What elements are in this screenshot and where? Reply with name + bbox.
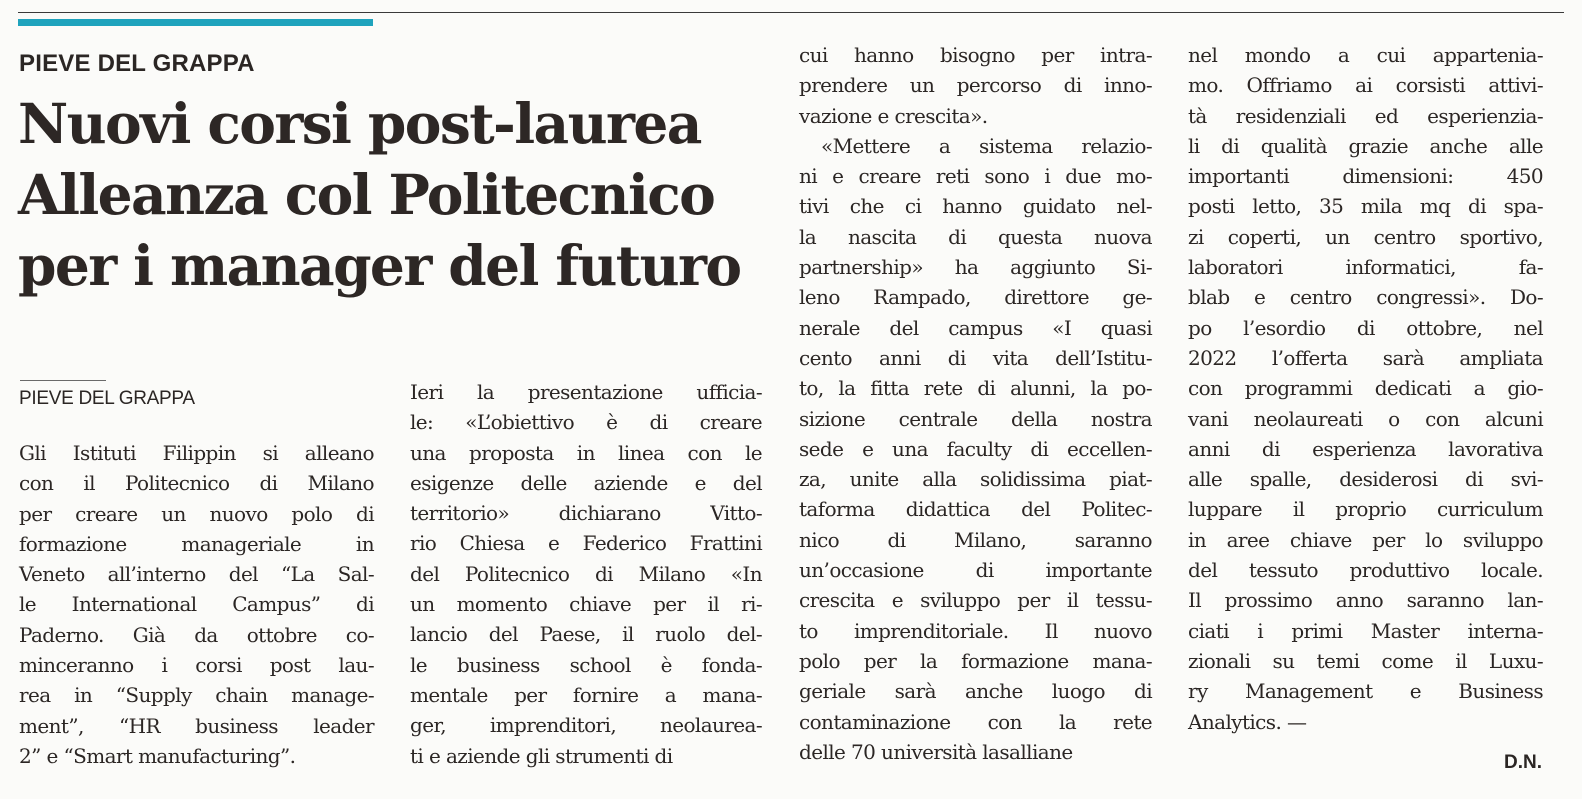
text-line: importanti dimensioni: 450 — [1188, 164, 1543, 189]
text-line: luppare il proprio curriculum — [1188, 497, 1543, 522]
text-line: contaminazione con la rete — [799, 709, 1152, 734]
text-line: Gli Istituti Filippin si alleano — [19, 441, 374, 465]
text-line: za, unite alla solidissima piat- — [799, 467, 1152, 492]
text-line: Paderno. Già da ottobre co- — [19, 622, 374, 647]
text-line: nico di Milano, saranno — [799, 527, 1152, 552]
text-line: li di qualità grazie anche alle — [1188, 133, 1543, 158]
text-line: minceranno i corsi post lau- — [19, 653, 374, 678]
article-column-2 — [410, 377, 762, 771]
text-line: prendere un percorso di inno- — [799, 73, 1152, 98]
text-line: del Politecnico di Milano «In — [410, 561, 762, 586]
text-line: in aree chiave per lo sviluppo — [1188, 527, 1543, 552]
text-line: anni di esperienza lavorativa — [1188, 436, 1543, 461]
text-line: formazione manageriale in — [19, 531, 374, 556]
text-line: ti e aziende gli strumenti di — [410, 743, 673, 768]
text-line: ciati i primi Master interna- — [1188, 618, 1543, 643]
text-line: leno Rampado, direttore ge- — [799, 285, 1152, 310]
byline: D.N. — [1504, 752, 1542, 773]
article-column-1 — [19, 438, 374, 771]
text-line: vazione e crescita». — [799, 103, 988, 128]
text-line: alle spalle, desiderosi di svi- — [1188, 467, 1543, 492]
text-line: taforma didattica del Politec- — [799, 497, 1152, 522]
text-line: Ieri la presentazione ufficia- — [410, 380, 762, 404]
text-line: tà residenziali ed esperienzia- — [1188, 103, 1543, 128]
text-line: posti letto, 35 mila mq di spa- — [1188, 194, 1543, 219]
text-line: nel mondo a cui appartenia- — [1188, 43, 1543, 67]
headline-line: Nuovi corsi post-laurea — [18, 91, 701, 156]
text-line: polo per la formazione mana- — [799, 648, 1152, 673]
text-line: «Mettere a sistema relazio- — [821, 133, 1152, 158]
text-line: le: «L’obiettivo è di creare — [410, 410, 762, 435]
article-column-3 — [799, 40, 1152, 767]
text-line: del tessuto produttivo locale. — [1188, 558, 1543, 583]
accent-bar — [18, 19, 373, 26]
text-line: con programmi dedicati a gio- — [1188, 376, 1543, 401]
text-line: delle 70 università lasalliane — [799, 739, 1073, 764]
text-line: ni e creare reti sono i due mo- — [799, 164, 1152, 189]
text-line: esigenze delle aziende e del — [410, 470, 762, 495]
headline-line: per i manager del futuro — [18, 233, 741, 298]
text-line: vani neolaureati o con alcuni — [1188, 406, 1543, 431]
text-line: 2022 l’offerta sarà ampliata — [1188, 345, 1543, 370]
text-line: sede e una faculty di eccellen- — [799, 436, 1152, 461]
text-line: territorio» dichiarano Vitto- — [410, 501, 762, 526]
text-line: Il prossimo anno saranno lan- — [1188, 588, 1543, 613]
text-line: la nascita di questa nuova — [799, 224, 1152, 249]
text-line: partnership» ha aggiunto Si- — [799, 255, 1152, 280]
text-line: le International Campus” di — [19, 592, 374, 617]
top-rule — [18, 12, 1564, 13]
text-line: nerale del campus «I quasi — [799, 315, 1152, 340]
text-line: per creare un nuovo polo di — [19, 501, 374, 526]
text-line: to imprenditoriale. Il nuovo — [799, 618, 1152, 643]
text-line: ger, imprenditori, neolaurea- — [410, 713, 762, 738]
text-line: con il Politecnico di Milano — [19, 471, 374, 496]
text-line: ment”, “HR business leader — [19, 713, 374, 738]
text-line: zionali su temi come il Luxu- — [1188, 648, 1543, 673]
text-line: cui hanno bisogno per intra- — [799, 43, 1152, 67]
text-line: to, la fitta rete di alunni, la po- — [799, 376, 1152, 401]
text-line: Analytics. — — [1188, 709, 1307, 734]
text-line: geriale sarà anche luogo di — [799, 679, 1152, 704]
text-line: tivi che ci hanno guidato nel- — [799, 194, 1152, 219]
text-line: mentale per fornire a mana- — [410, 682, 762, 707]
dateline: PIEVE DEL GRAPPA — [19, 388, 195, 409]
text-line: sizione centrale della nostra — [799, 406, 1152, 431]
kicker: PIEVE DEL GRAPPA — [19, 50, 255, 77]
text-line: lancio del Paese, il ruolo del- — [410, 622, 762, 647]
text-line: cento anni di vita dell’Istitu- — [799, 345, 1152, 370]
text-line: un momento chiave per il ri- — [410, 592, 762, 617]
text-line: un’occasione di importante — [799, 558, 1152, 583]
headline-line: Alleanza col Politecnico — [18, 162, 715, 227]
text-line: laboratori informatici, fa- — [1188, 255, 1543, 280]
text-line: rio Chiesa e Federico Frattini — [410, 531, 762, 556]
text-line: crescita e sviluppo per il tessu- — [799, 588, 1152, 613]
dateline-rule — [20, 380, 106, 381]
text-line: rea in “Supply chain manage- — [19, 683, 374, 708]
headline — [18, 88, 778, 301]
text-line: blab e centro congressi». Do- — [1188, 285, 1543, 310]
text-line: zi coperti, un centro sportivo, — [1188, 224, 1543, 249]
text-line: Veneto all’interno del “La Sal- — [19, 562, 374, 587]
text-line: mo. Offriamo ai corsisti attivi- — [1188, 73, 1543, 98]
text-line: ry Management e Business — [1188, 679, 1543, 704]
article-column-4 — [1188, 40, 1543, 737]
text-line: una proposta in linea con le — [410, 440, 762, 465]
text-line: le business school è fonda- — [410, 652, 762, 677]
text-line: po l’esordio di ottobre, nel — [1188, 315, 1543, 340]
text-line: 2” e “Smart manufacturing”. — [19, 743, 296, 768]
